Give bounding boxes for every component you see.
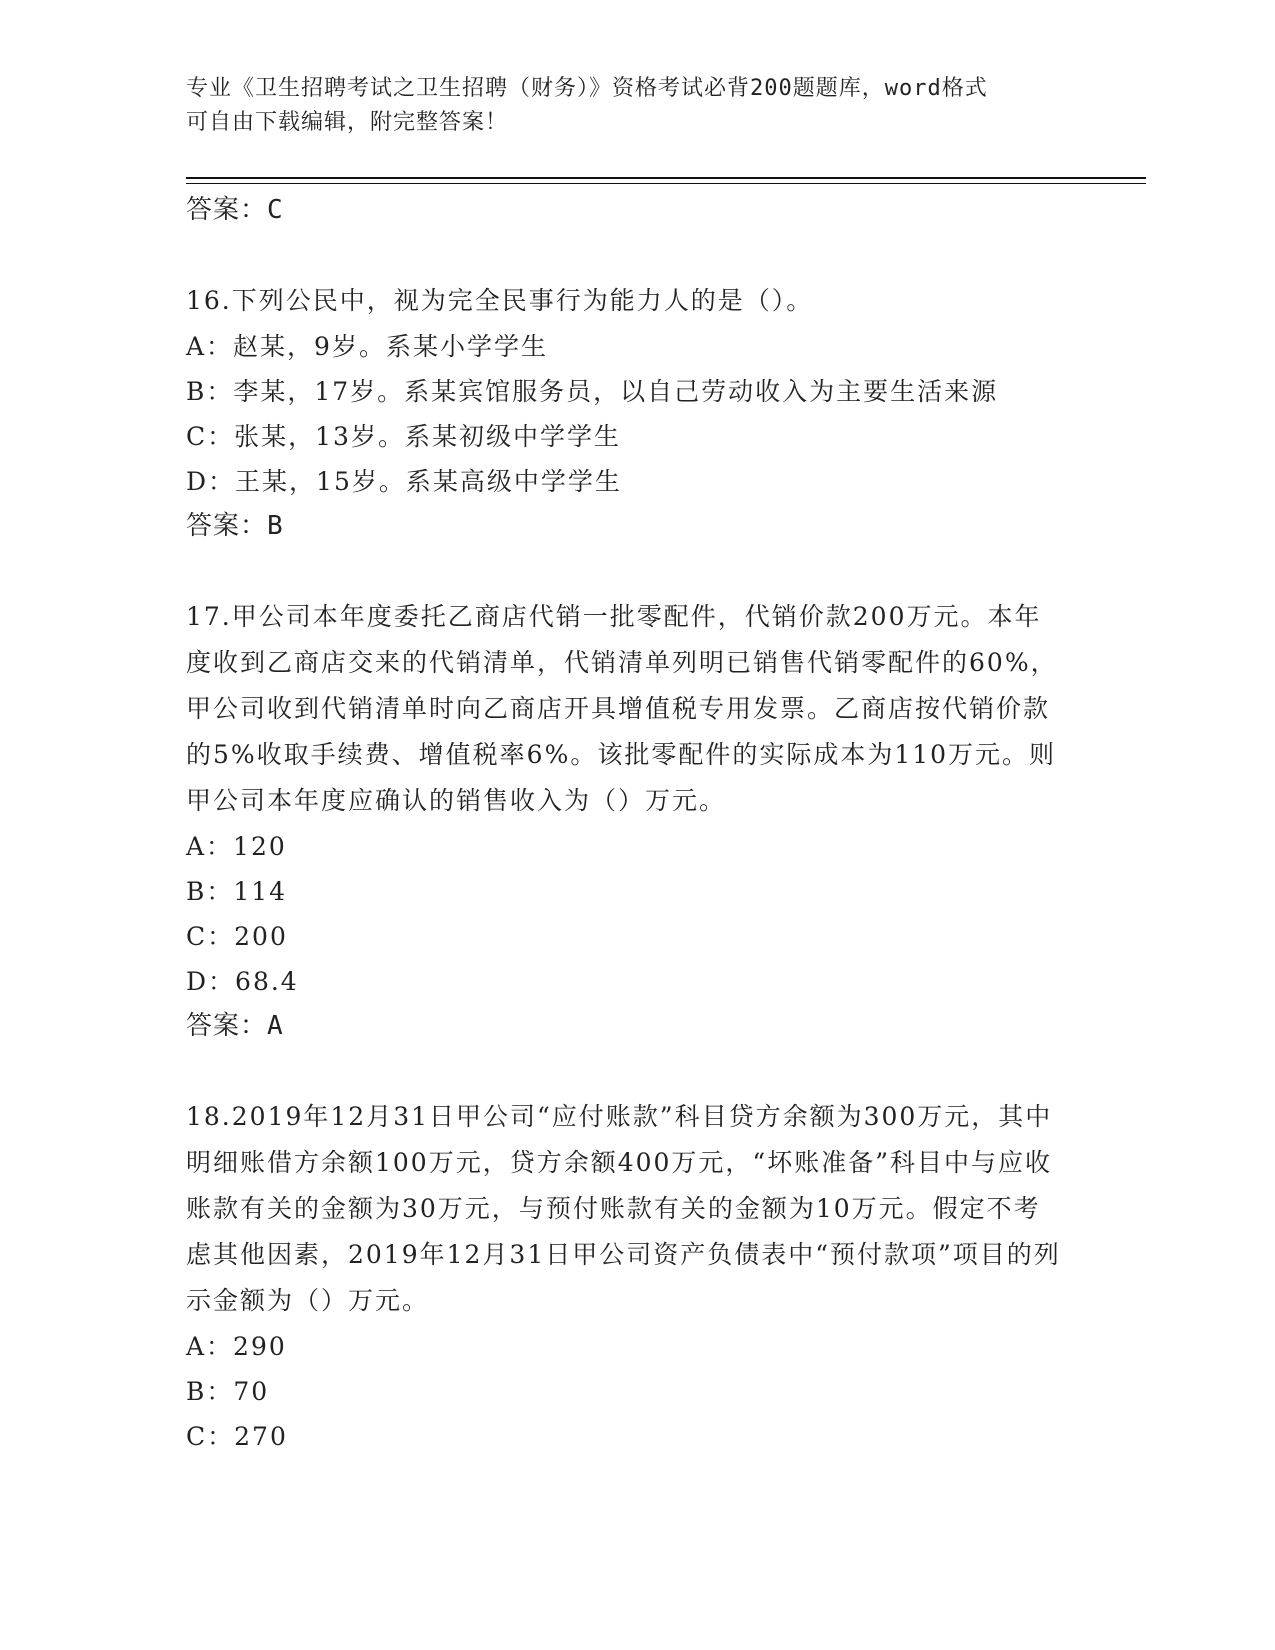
- option-b: B：114: [186, 877, 288, 906]
- option-c: C：200: [186, 922, 288, 951]
- question-stem: 18.2019年12月31日甲公司“应付账款”科目贷方余额为300万元，其中明细账借方余额100万元，贷方余额400万元，“坏账准备”科目中与应收账款有关的金额为30万元，与预付账款有关的金额为10万元。假定不考虑其他因素，2019年12月31日甲公司资产负债表中“预付款项”项目的列示金额为（）万元。: [186, 1102, 1061, 1315]
- option-a: A：赵某，9岁。系某小学学生: [186, 332, 548, 361]
- question-stem: 17.甲公司本年度委托乙商店代销一批零配件，代销价款200万元。本年度收到乙商店交来的代销清单，代销清单列明已销售代销零配件的60%，甲公司收到代销清单时向乙商店开具增值税专用发票。乙商店按代销价款的5%收取手续费、增值税率6%。该批零配件的实际成本为110万元。则甲公司本年度应确认的销售收入为（）万元。: [186, 602, 1058, 815]
- document-header: [186, 72, 1066, 140]
- question-16: [186, 278, 1066, 548]
- answer-line: 答案：C: [186, 195, 284, 225]
- question-18: [186, 1094, 1066, 1459]
- option-d: D：王某，15岁。系某高级中学学生: [186, 467, 622, 496]
- document-body: [186, 188, 1066, 1459]
- option-b: B：李某，17岁。系某宾馆服务员，以自己劳动收入为主要生活来源: [186, 377, 999, 406]
- answer-line: 答案：A: [186, 1011, 284, 1041]
- option-a: A：120: [186, 832, 287, 861]
- option-c: C：张某，13岁。系某初级中学学生: [186, 422, 621, 451]
- option-c: C：270: [186, 1422, 288, 1451]
- option-b: B：70: [186, 1377, 270, 1406]
- header-line-1: 专业《卫生招聘考试之卫生招聘（财务）》资格考试必背200题题库，word格式: [186, 76, 988, 101]
- header-rule-thick: [186, 177, 1146, 179]
- option-a: A：290: [186, 1332, 287, 1361]
- question-17: [186, 594, 1066, 1048]
- header-rule-thin: [186, 183, 1146, 184]
- header-line-2: 可自由下载编辑，附完整答案！: [186, 110, 509, 135]
- answer-line: 答案：B: [186, 511, 284, 541]
- question-stem: 16.下列公民中，视为完全民事行为能力人的是（）。: [186, 286, 814, 315]
- option-d: D：68.4: [186, 967, 299, 996]
